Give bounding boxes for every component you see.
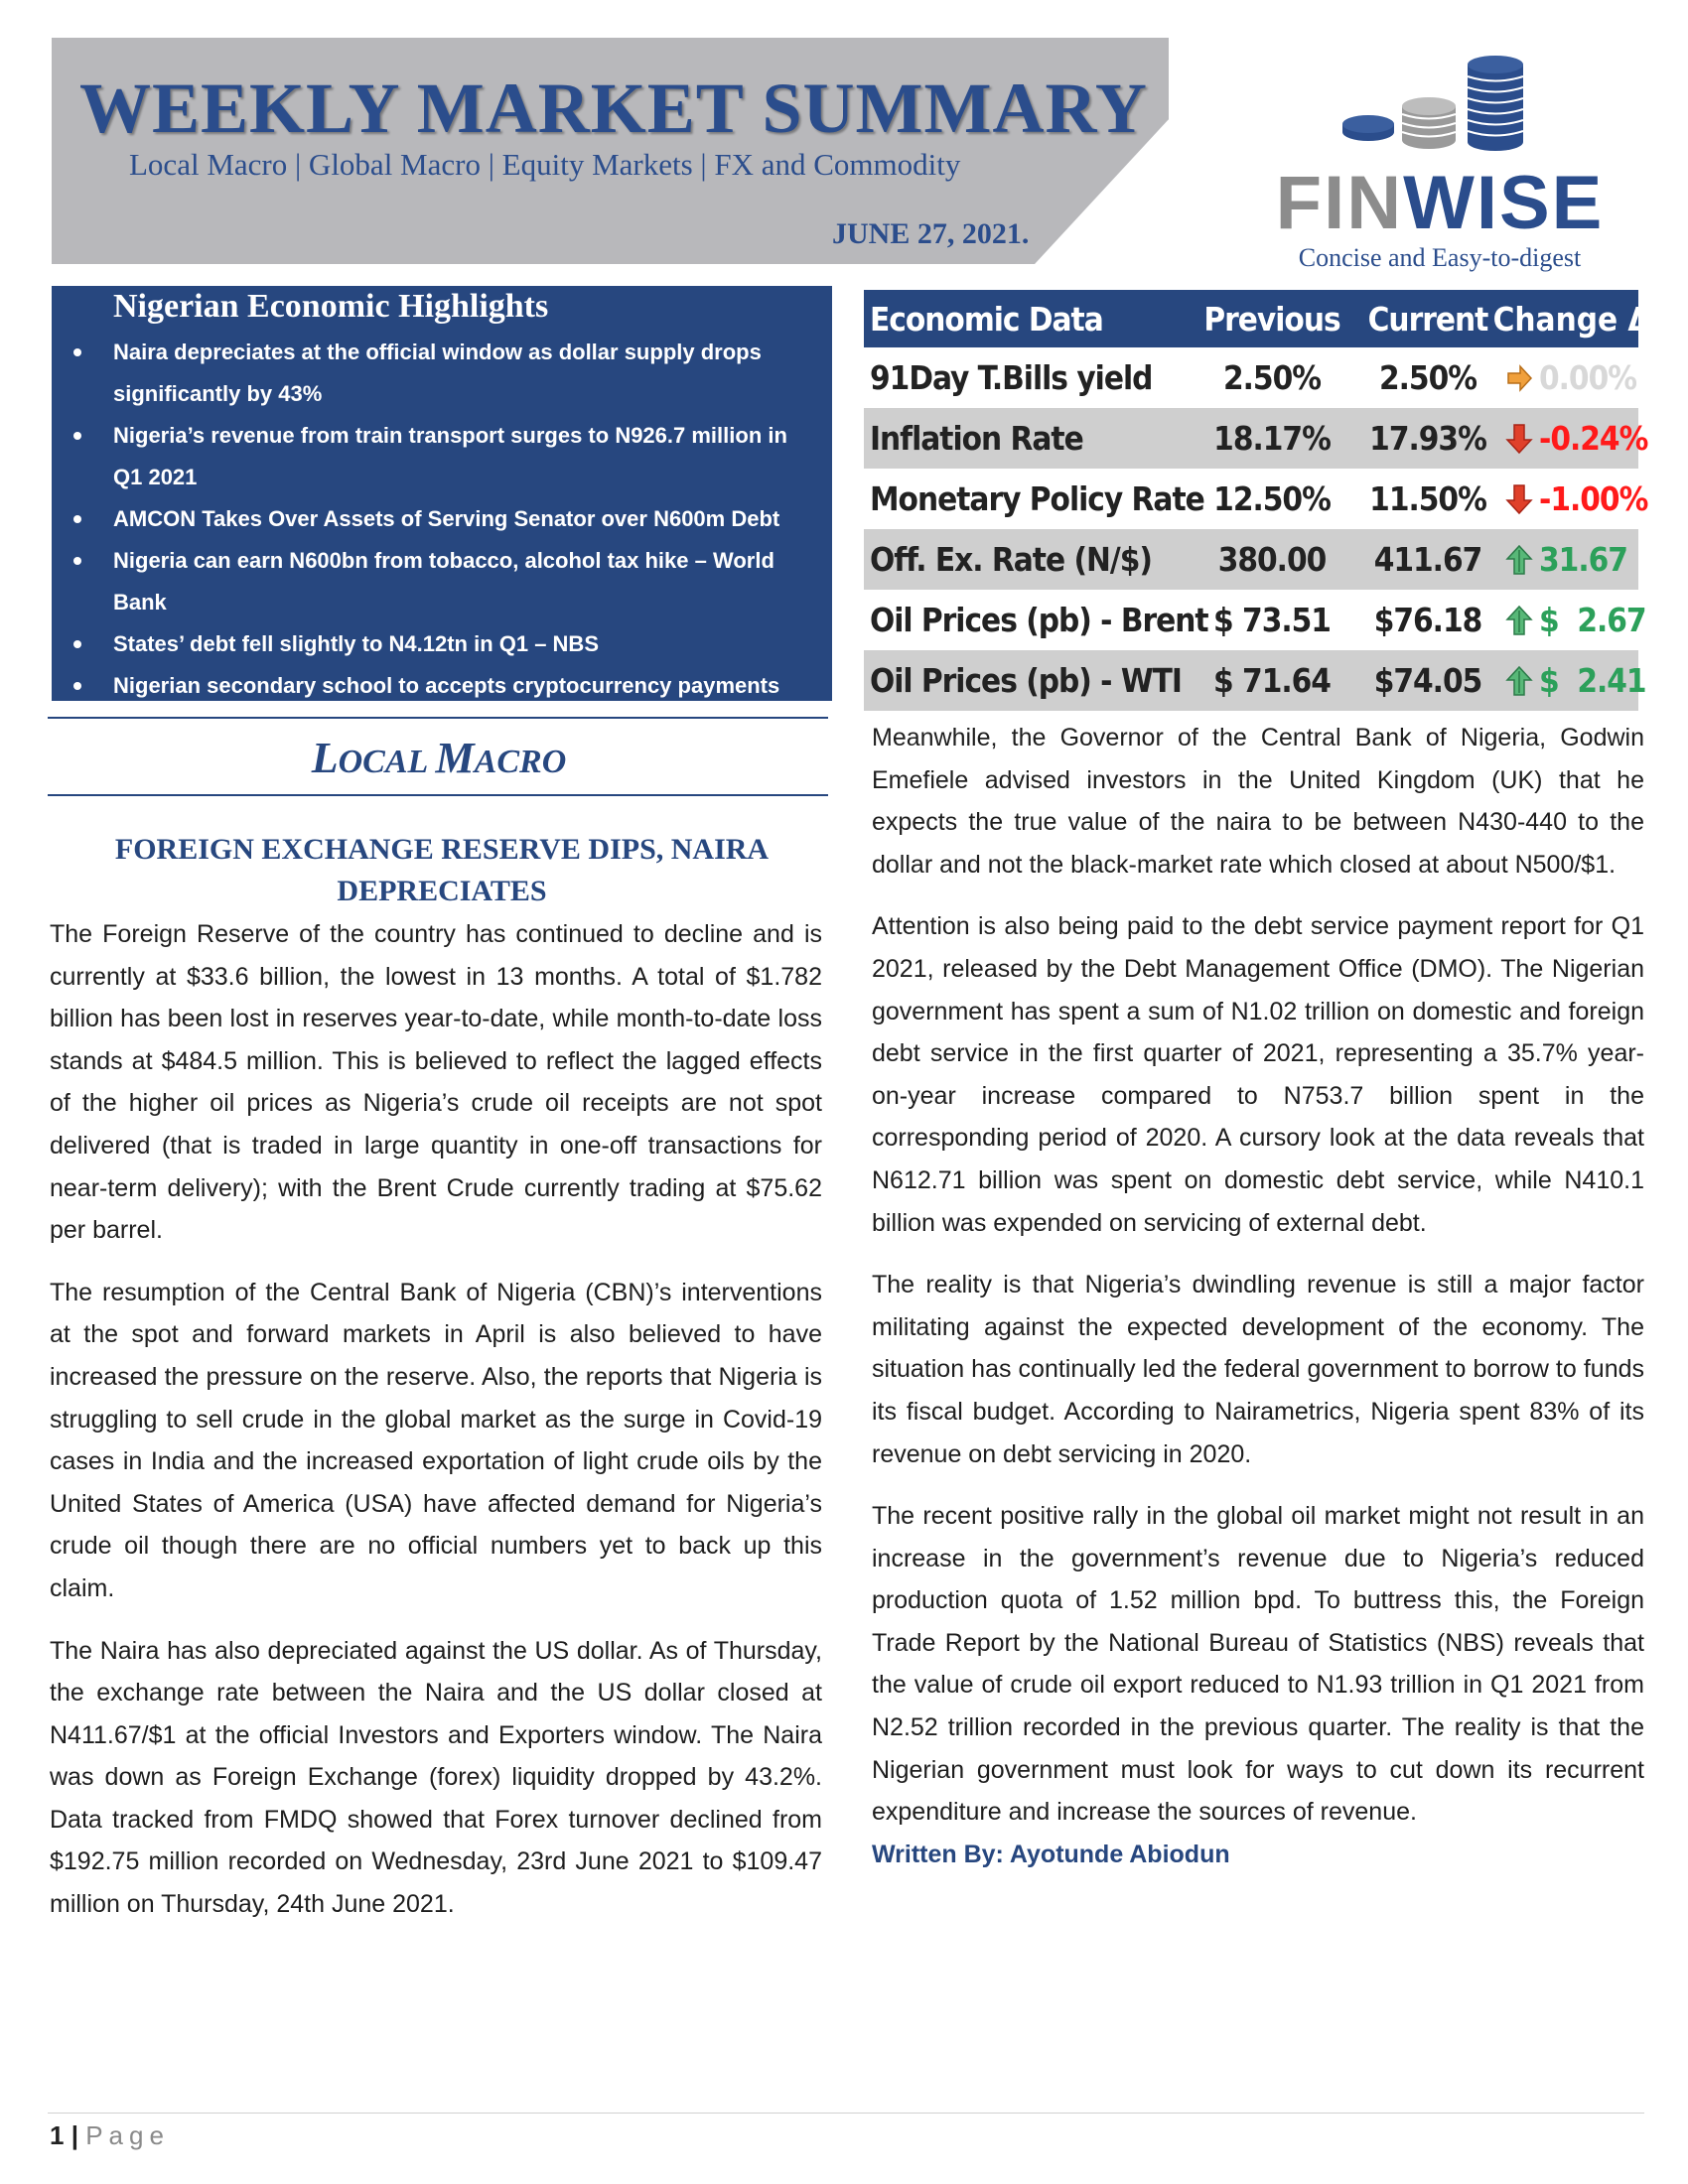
page-number: 1 [50, 2120, 65, 2150]
section-title-text: OCAL [338, 744, 436, 780]
finwise-logo [1271, 55, 1609, 273]
arrow-right-icon [1505, 362, 1533, 394]
footer-separator: | [64, 2120, 86, 2150]
table-row [864, 469, 1648, 529]
change-cell [1503, 358, 1638, 397]
indicator-name: Inflation Rate [870, 419, 1083, 458]
page-footer [50, 2120, 170, 2151]
section-bottom-rule [48, 794, 828, 796]
highlight-item: States’ debt fell slightly to N4.12tn in Q1 – NBS [52, 623, 832, 665]
change-value: $ 2.67 [1539, 601, 1646, 639]
paragraph: The recent positive rally in the global oil market might not result in an increase in the government’s revenue due to Nigeria’s reduced production quota of 1.52 million bpd. To buttress this, the Foreign Trade Report by the National Bureau of Statistics (NBS) reveals that the value of crude oil export reduced to N1.93 trillion in Q1 2021 from N2.52 trillion recorded in the previous quarter. The reality is that the Nigerian government must look for ways to cut down its recurrent expenditure and increase the sources of revenue. [872, 1502, 1644, 1827]
previous-value: $ 73.51 [1213, 601, 1331, 639]
indicator-name: Oil Prices (pb) - WTI [870, 661, 1182, 700]
indicator-name: Oil Prices (pb) - Brent [870, 601, 1208, 639]
change-value: 0.00% [1539, 358, 1636, 397]
table-row [864, 650, 1646, 711]
change-cell [1503, 479, 1648, 518]
section-title-text: ACRO [474, 744, 567, 780]
highlight-item: Nigeria can earn N600bn from tobacco, alcohol tax hike – World Bank [52, 540, 832, 623]
paragraph: The Naira has also depreciated against the US dollar. As of Thursday, the exchange rate between the Naira and the US dollar closed at N411.67/$1 at the official Investors and Exporters window. The Naira was down as Foreign Exchange (forex) liquidity dropped by 43.2%. Data tracked from FMDQ showed that Forex turnover declined from $192.75 million recorded on Wednesday, 23rd June 2021 to $109.47 million on Thursday, 24th June 2021. [50, 1636, 822, 1919]
paragraph: The Foreign Reserve of the country has continued to decline and is currently at $33.6 billion, the lowest in 13 months. A total of $1.782 billion has been lost in reserves year-to-date, while month-to-date loss stands at $484.5 million. This is believed to reflect the lagged effects of the higher oil prices as Nigeria’s crude oil receipts are not spot delivered (that is traded in large quantity in one-off transactions for near-term delivery); with the Brent Crude currently trading at $75.62 per barrel. [50, 920, 822, 1245]
highlight-item: Nigerian secondary school to accepts cryptocurrency payments [52, 665, 832, 707]
logo-word-wise: WISE [1403, 161, 1605, 245]
logo-tagline: Concise and Easy-to-digest [1298, 243, 1582, 272]
paragraph: The reality is that Nigeria’s dwindling revenue is still a major factor militating against the expected development of the economy. The situation has continually led the federal government to borrow to funds its fiscal budget. According to Nairametrics, Nigeria spent 83% of its revenue on debt servicing in 2020. [872, 1271, 1644, 1468]
arrow-up-icon [1505, 605, 1533, 636]
highlight-item: Naira depreciates at the official window as dollar supply drops significantly by 43% [52, 332, 832, 415]
highlights-title: Nigerian Economic Highlights [113, 288, 549, 325]
current-value: $76.18 [1373, 601, 1482, 639]
table-header-row [864, 290, 1651, 347]
change-value: 31.67 [1539, 540, 1627, 579]
arrow-down-icon [1505, 483, 1533, 515]
highlights-box [52, 286, 832, 701]
change-value: -1.00% [1539, 479, 1648, 518]
column-header: Previous [1203, 299, 1340, 339]
change-cell [1503, 601, 1646, 639]
paragraph: Meanwhile, the Governor of the Central Bank of Nigeria, Godwin Emefiele advised investors in the United Kingdom (UK) that he expects the true value of the naira to be between N430-440 to the dollar and not the black-market rate which closed at about N500/$1. [872, 724, 1644, 879]
table-row [864, 347, 1638, 408]
page-word: Page [85, 2120, 170, 2150]
current-value: 411.67 [1373, 540, 1482, 579]
right-column [872, 717, 1644, 1875]
previous-value: 380.00 [1217, 540, 1327, 579]
current-value: 17.93% [1369, 419, 1486, 458]
paragraph: Attention is also being paid to the debt service payment report for Q1 2021, released by the Debt Management Office (DMO). The Nigerian government has spent a sum of N1.02 trillion on domestic and foreign debt service in the first quarter of 2021, representing a 35.7% year-on-year increase compared to N753.7 billion spent in the corresponding period of 2020. A cursory look at the data reveals that N612.71 billion was spent on domestic debt service, while N410.1 billion was expended on servicing of external debt. [872, 912, 1644, 1237]
left-column [50, 913, 822, 1946]
author-byline: Written By: Ayotunde Abiodun [872, 1840, 1230, 1868]
table-body [864, 347, 1648, 711]
column-header: Current [1367, 299, 1488, 339]
previous-value: 2.50% [1223, 358, 1321, 397]
highlight-item: AMCON Takes Over Assets of Serving Senator over N600m Debt [52, 498, 832, 540]
article-title: FOREIGN EXCHANGE RESERVE DIPS, NAIRA DEPRECIATES [114, 833, 770, 907]
table-row [864, 590, 1646, 650]
table-row [864, 529, 1638, 590]
change-cell [1503, 419, 1648, 458]
paragraph: The resumption of the Central Bank of Nigeria (CBN)’s interventions at the spot and forward markets in April is also believed to have increased the pressure on the reserve. Also, the reports that Nigeria is struggling to sell crude in the global market as the surge in Covid-19 cases in India and the increased exportation of light crude oils by the United States of America (USA) have affected demand for Nigeria’s crude oil though there are no official numbers yet to back up this claim. [50, 1278, 822, 1602]
change-cell [1503, 540, 1638, 579]
table-row [864, 408, 1648, 469]
footer-rule [48, 2113, 1644, 2114]
indicator-name: 91Day T.Bills yield [870, 358, 1153, 397]
column-header: Change Δ [1492, 299, 1651, 339]
change-value: -0.24% [1539, 419, 1648, 458]
change-cell [1503, 661, 1646, 700]
highlight-item: Nigeria’s revenue from train transport surges to N926.7 million in Q1 2021 [52, 415, 832, 498]
arrow-down-icon [1505, 423, 1533, 455]
previous-value: 12.50% [1213, 479, 1331, 518]
report-date: JUNE 27, 2021. [832, 217, 1030, 250]
economic-data-table [864, 290, 1651, 711]
section-title-cap: L [311, 734, 339, 782]
current-value: $74.05 [1373, 661, 1482, 700]
current-value: 11.50% [1369, 479, 1486, 518]
previous-value: 18.17% [1213, 419, 1331, 458]
indicator-name: Monetary Policy Rate [870, 479, 1204, 518]
logo-word-fin: FIN [1275, 161, 1404, 245]
report-title: WEEKLY MARKET SUMMARY [79, 68, 1148, 148]
section-top-rule [48, 717, 828, 719]
change-value: $ 2.41 [1539, 661, 1646, 700]
previous-value: $ 71.64 [1213, 661, 1331, 700]
highlights-list [52, 332, 832, 707]
logo-wordmark [1271, 161, 1609, 245]
arrow-up-icon [1505, 544, 1533, 576]
section-title [52, 733, 826, 783]
current-value: 2.50% [1379, 358, 1477, 397]
column-header: Economic Data [870, 299, 1103, 339]
coin-stack-icon [1340, 55, 1539, 154]
section-title-cap: M [435, 734, 475, 782]
indicator-name: Off. Ex. Rate (N/$) [870, 540, 1152, 579]
arrow-up-icon [1505, 665, 1533, 697]
report-subtitle: Local Macro | Global Macro | Equity Markets | FX and Commodity [129, 147, 961, 182]
